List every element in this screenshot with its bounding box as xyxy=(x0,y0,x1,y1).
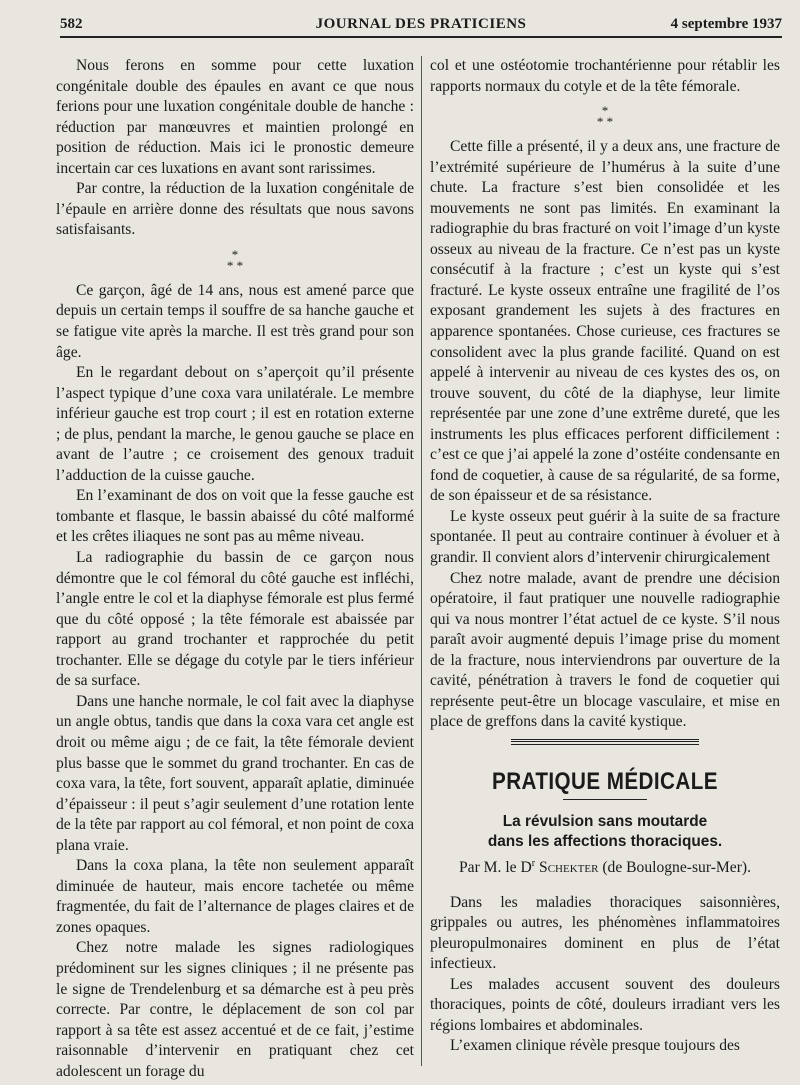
article-title-line: dans les affections thoraciques. xyxy=(487,832,723,850)
article-title xyxy=(430,812,780,852)
header-rule xyxy=(60,36,782,38)
byline-suffix: (de Boulogne-sur-Mer). xyxy=(602,858,751,876)
byline-sup: r xyxy=(531,857,536,869)
section-title: PRATIQUE MÉDICALE xyxy=(492,767,718,795)
right-column xyxy=(430,56,780,1057)
section-separator xyxy=(56,246,414,273)
paragraph: Dans une hanche normale, le col fait avec la diaphyse un angle obtus, tandis que dans la coxa vara cet angle est droit ou même aigu ; de ce fait, la tête fémorale devient plus basse que le sommet du grand trochanter. En cas de coxa vara, la tête, fort souvent, apparaît aplatie, diminuée d’épaisseur : il peut s’agir seulement d’une rotation lente de la tête par rapport au col fémoral, et non point de coxa plana vraie. xyxy=(56,692,414,854)
issue-date: 4 septembre 1937 xyxy=(670,16,782,32)
paragraph: L’examen clinique révèle presque toujours des xyxy=(450,1037,740,1055)
journal-title: JOURNAL DES PRATICIENS xyxy=(315,16,527,32)
column-divider xyxy=(421,56,422,1066)
paragraph: Le kyste osseux peut guérir à la suite de sa fracture spontanée. Il peut au contraire continuer à évoluer et à grandir. Il convient alors d’intervenir chirurgicalement xyxy=(430,507,780,567)
paragraph-continuation: col et une ostéotomie trochantérienne pour rétablir les rapports normaux du cotyle et de la tête fémorale. xyxy=(430,57,780,95)
star-bottom: * * xyxy=(226,257,244,273)
page-header xyxy=(60,14,782,38)
star-top: * xyxy=(231,246,239,262)
paragraph: En le regardant debout on s’aperçoit qu’il présente l’aspect typique d’une coxa vara unilatérale. Le membre inférieur gauche est trop court ; il est en rotation externe ; de plus, pendant la marche, le genou gauche se place en avant de l’autre ; ce croisement des genoux traduit l’adduction de la cuisse gauche. xyxy=(56,364,414,484)
section-title-underline xyxy=(563,799,647,800)
paragraph: Les malades accusent souvent des douleurs thoraciques, points de côté, douleurs irradiant vers les régions lombaires et abdominales. xyxy=(430,975,780,1034)
paragraph: Par contre, la réduction de la luxation congénitale de l’épaule en arrière donne des résultats que nous savons satisfaisants. xyxy=(56,180,414,239)
paragraph: Chez notre malade les signes radiologiques prédominent sur les signes cliniques ; il ne présente pas le signe de Trendelenburg et sa démarche est à peu près correcte. Par contre, le déplacement de son col par rapport à sa tête est assez accentué et de ce fait, j’estime raisonnable d’intervenir en pratiquant chez cet adolescent un forage du xyxy=(56,939,414,1080)
paragraph: En l’examinant de dos on voit que la fesse gauche est tombante et flasque, le bassin abaissé du côté malformé et les crêtes iliaques ne sont pas au même niveau. xyxy=(56,487,414,546)
star-top: * xyxy=(601,103,609,119)
paragraph: Ce garçon, âgé de 14 ans, nous est amené parce que depuis un certain temps il souffre de sa hanche gauche et se fatigue vite après la marche. Il est très grand pour son âge. xyxy=(56,281,414,361)
page-number: 582 xyxy=(60,16,83,32)
paragraph: Cette fille a présenté, il y a deux ans, une fracture de l’extrémité supérieure de l’humérus à la suite d’une chute. La fracture s’est bien consolidée et les mouvements ne sont pas limités. En examinant la radiographie du bras fracturé on voit l’image d’un kyste osseux au niveau de la fracture. Ce n’est pas un kyste consécutif à la fracture ; c’est un kyste qui s’est fracturé. Le kyste osseux entraîne une fragilité de l’os exposant grandement les sujets à des fractures en apparence spontanées. Chose curieuse, ces fractures se consolident avec la plus grande facilité. Quand on est appelé à intervenir au niveau de ces kystes des os, on trouve souvent, du côté de la diaphyse, leur limite représentée par une zone d’une extrême dureté, que les instruments les plus efficaces perforent difficilement : c’est ce que j’ai appelé la zone d’ostéite condensante en fond de coquetier, à cause de sa régularité, de sa forme, de son épaisseur et de sa résistance. xyxy=(430,138,780,505)
section-double-rule xyxy=(511,739,699,745)
byline-prefix: Par M. le D xyxy=(459,858,532,876)
paragraph: Nous ferons en somme pour cette luxation congénitale double des épaules en avant ce que nous ferions pour une luxation congénitale double de hanche : réduction par manœuvres et maintien prolongé en position de réduction. Mais ici le pronostic demeure incertain car ces luxations en avant sont rarissimes. xyxy=(56,57,414,177)
article-title-line: La révulsion sans moutarde xyxy=(502,812,708,830)
paragraph: La radiographie du bassin de ce garçon nous démontre que le col fémoral du côté gauche est infléchi, l’angle entre le col et la diaphyse fémorale est plus fermé que du côté opposé ; la tête fémorale est abaissée par rapport au grand trochanter et rapprochée du petit trochanter. Elle se dégage du cotyle par le tiers inférieur de sa surface. xyxy=(56,549,414,690)
author-name: Schekter xyxy=(539,858,599,876)
article-byline xyxy=(430,858,780,879)
paragraph: Dans les maladies thoraciques saisonnières, grippales ou autres, les phénomènes inflammatoires pleuropulmonaires dominent en plus de l’état infectieux. xyxy=(430,893,780,973)
paragraph: Chez notre malade, avant de prendre une décision opératoire, il faut pratiquer une nouvelle radiographie qui va nous montrer l’état actuel de ce kyste. S’il nous paraît avoir augmenté depuis l’image prise du moment de la fracture, nous interviendrons par ouverture de la cavité, pénétration à travers le fond de coquetier qui représente peut-être un blocage vasculaire, et mise en place de greffons dans la cavité kystique. xyxy=(430,569,780,731)
paragraph: Dans la coxa plana, la tête non seulement apparaît diminuée de hauteur, mais encore tachetée ou même fragmentée, du fait de l’alternance de plages claires et de zones opaques. xyxy=(56,857,414,936)
left-column xyxy=(56,56,414,1082)
section-separator xyxy=(430,103,780,130)
star-bottom: * * xyxy=(596,114,614,130)
